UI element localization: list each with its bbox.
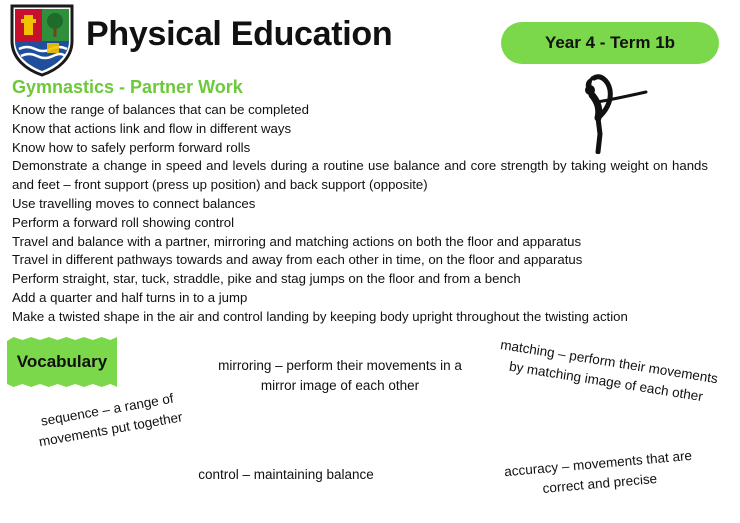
objective-item: Know how to safely perform forward rolls [12, 139, 251, 155]
objective-item: Perform a forward roll showing control [12, 214, 235, 230]
objective-item: Perform straight, star, tuck, straddle, pike and stag jumps on the floor and from a bench [12, 271, 521, 287]
vocab-term-mirroring: mirroring – perform their movements in a mirror image of each other [218, 358, 462, 393]
objective-item: Know the range of balances that can be completed [12, 102, 309, 117]
objective-item: Make a twisted shape in the air and control landing by keeping body upright throughout the twisting action [12, 308, 628, 324]
vocab-term-matching: matching – perform their movements by matching image of each other [499, 337, 719, 405]
vocab-term-control: control – maintaining balance [198, 467, 374, 482]
vocab-term-sequence: sequence – a range of movements put together [37, 390, 184, 450]
objective-item: Know that actions link and flow in different ways [12, 120, 292, 136]
vocab-term-accuracy: accuracy – movements that are correct and precise [503, 447, 693, 496]
learning-objectives-list [12, 101, 708, 327]
vocabulary-heading-label: Vocabulary [16, 352, 108, 371]
page-title: Physical Education [86, 15, 393, 53]
objective-item: Use travelling moves to connect balances [12, 195, 256, 211]
objective-item: Demonstrate a change in speed and levels during a routine use balance and core strength by taking weight on hands and feet – front support (press up position) and back support (opposite) [12, 158, 708, 193]
objective-item: Add a quarter and half turns in to a jump [12, 289, 248, 305]
term-badge [501, 22, 719, 64]
school-crest-icon [9, 3, 75, 77]
vocabulary-heading [10, 340, 114, 384]
objective-item: Travel in different pathways towards and away from each other in time, on the floor and apparatus [12, 252, 583, 268]
section-subtitle: Gymnastics - Partner Work [12, 77, 243, 97]
term-badge-label: Year 4 - Term 1b [544, 33, 676, 52]
objective-item: Travel and balance with a partner, mirroring and matching actions on both the floor and apparatus [12, 233, 582, 249]
